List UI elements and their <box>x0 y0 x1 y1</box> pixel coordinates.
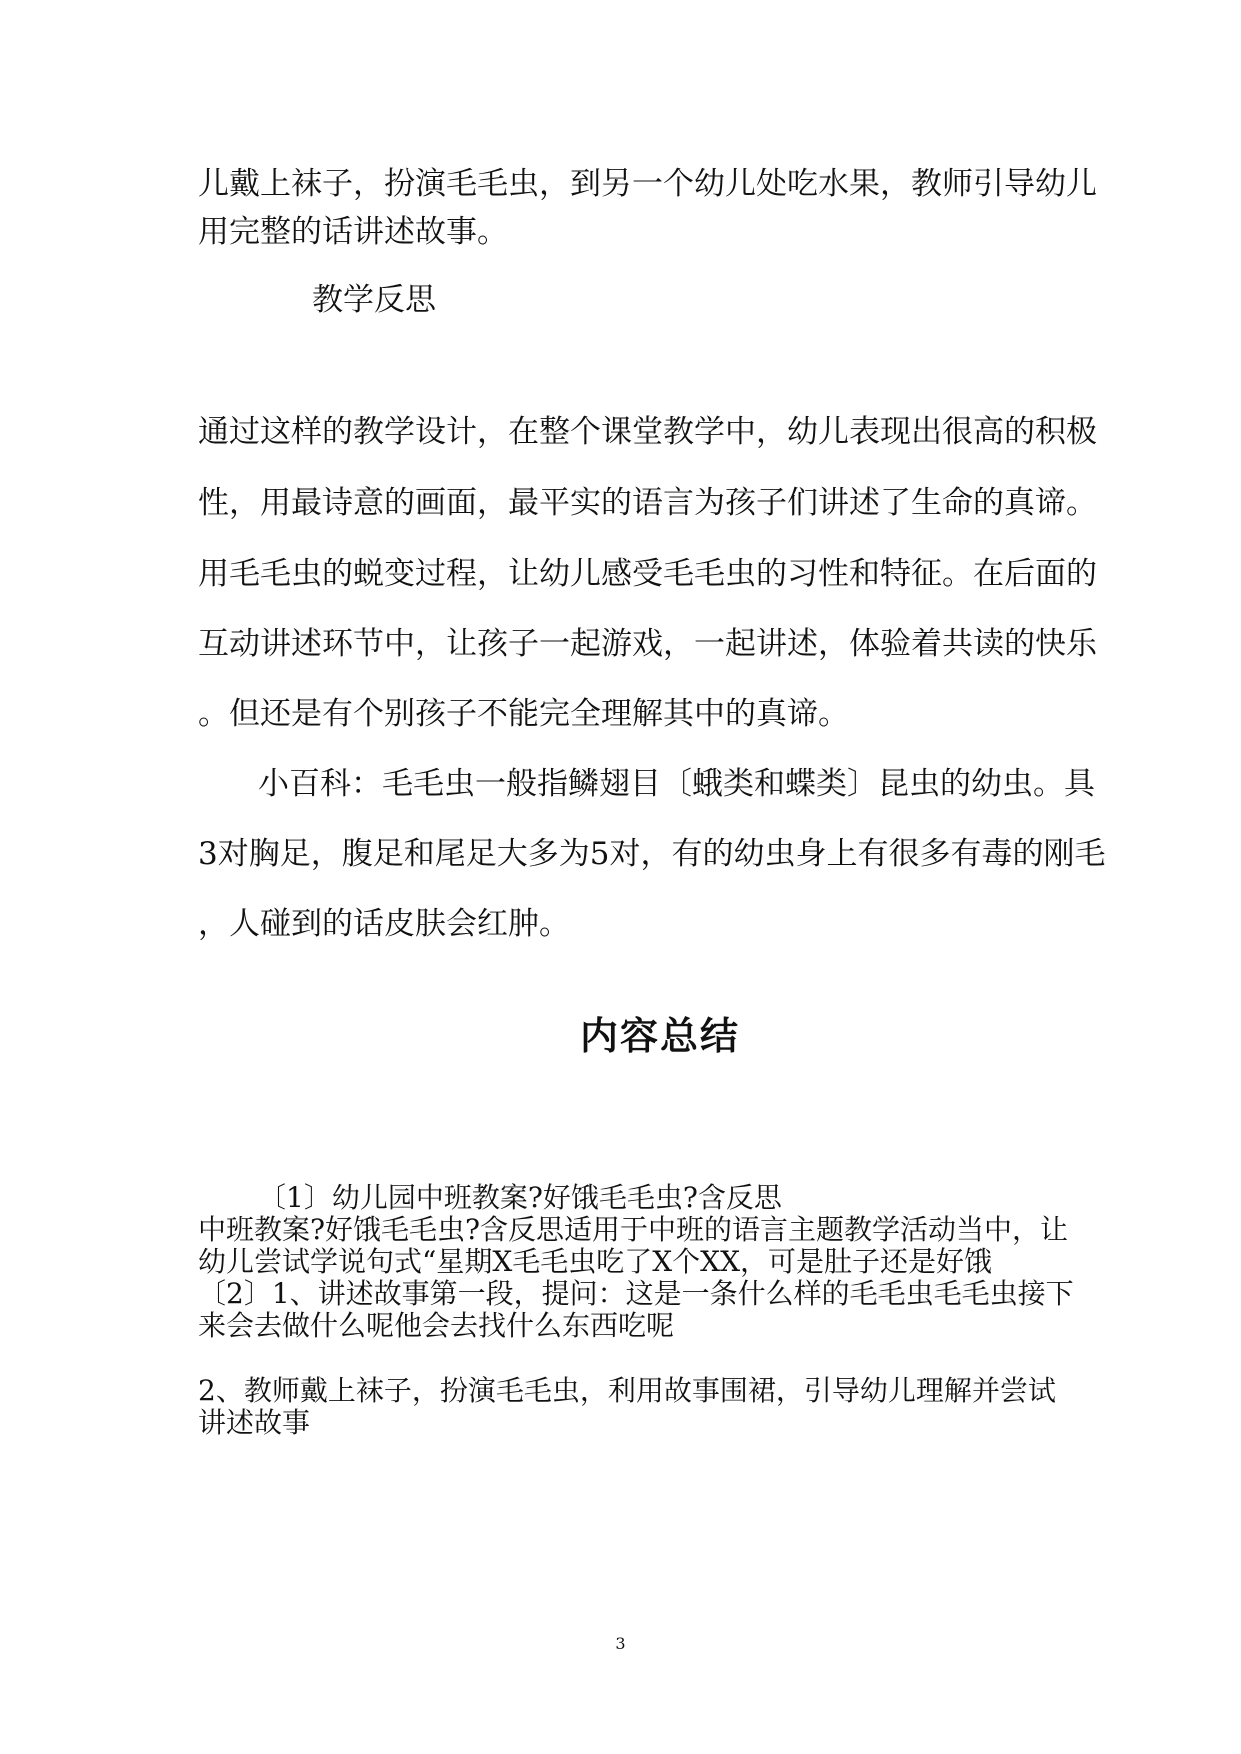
body-line-7: 互动讲述环节中，让孩子一起游戏，一起讲述，体验着共读的快乐 <box>198 626 1097 662</box>
body-line-5: 性，用最诗意的画面，最平实的语言为孩子们讲述了生命的真谛。 <box>198 485 1097 521</box>
summary-line-6: 2、教师戴上袜子，扮演毛毛虫，利用故事围裙，引导幼儿理解并尝试 <box>198 1374 1056 1407</box>
body-line-4: 通过这样的教学设计，在整个课堂教学中，幼儿表现出很高的积极 <box>198 414 1097 450</box>
summary-line-3: 幼儿尝试学说句式“星期X毛毛虫吃了X个XX，可是肚子还是好饿 <box>198 1245 993 1278</box>
section-heading-reflection: 教学反思 <box>312 282 436 318</box>
body-line-6: 用毛毛虫的蜕变过程，让幼儿感受毛毛虫的习性和特征。在后面的 <box>198 556 1097 592</box>
summary-line-5: 来会去做什么呢他会去找什么东西吃呢 <box>198 1309 675 1342</box>
body-line-11: ，人碰到的话皮肤会红肿。 <box>198 906 570 942</box>
page-number: 3 <box>615 1634 626 1653</box>
summary-title: 内容总结 <box>579 1013 740 1058</box>
summary-line-7: 讲述故事 <box>198 1406 311 1439</box>
summary-line-4: 〔2〕1、讲述故事第一段，提问：这是一条什么样的毛毛虫毛毛虫接下 <box>198 1277 1074 1310</box>
summary-line-2: 中班教案?好饿毛毛虫?含反思适用于中班的语言主题教学活动当中，让 <box>198 1213 1069 1246</box>
body-line-9: 小百科：毛毛虫一般指鳞翅目〔蛾类和蝶类〕昆虫的幼虫。具 <box>258 766 1095 802</box>
body-line-10: 3对胸足，腹足和尾足大多为5对，有的幼虫身上有很多有毒的刚毛 <box>198 836 1106 872</box>
body-line-1: 儿戴上袜子，扮演毛毛虫，到另一个幼儿处吃水果，教师引导幼儿 <box>198 166 1097 202</box>
summary-line-1: 〔1〕幼儿园中班教案?好饿毛毛虫?含反思 <box>258 1181 782 1214</box>
body-line-2: 用完整的话讲述故事。 <box>198 214 508 250</box>
body-line-8: 。但还是有个别孩子不能完全理解其中的真谛。 <box>198 696 849 732</box>
